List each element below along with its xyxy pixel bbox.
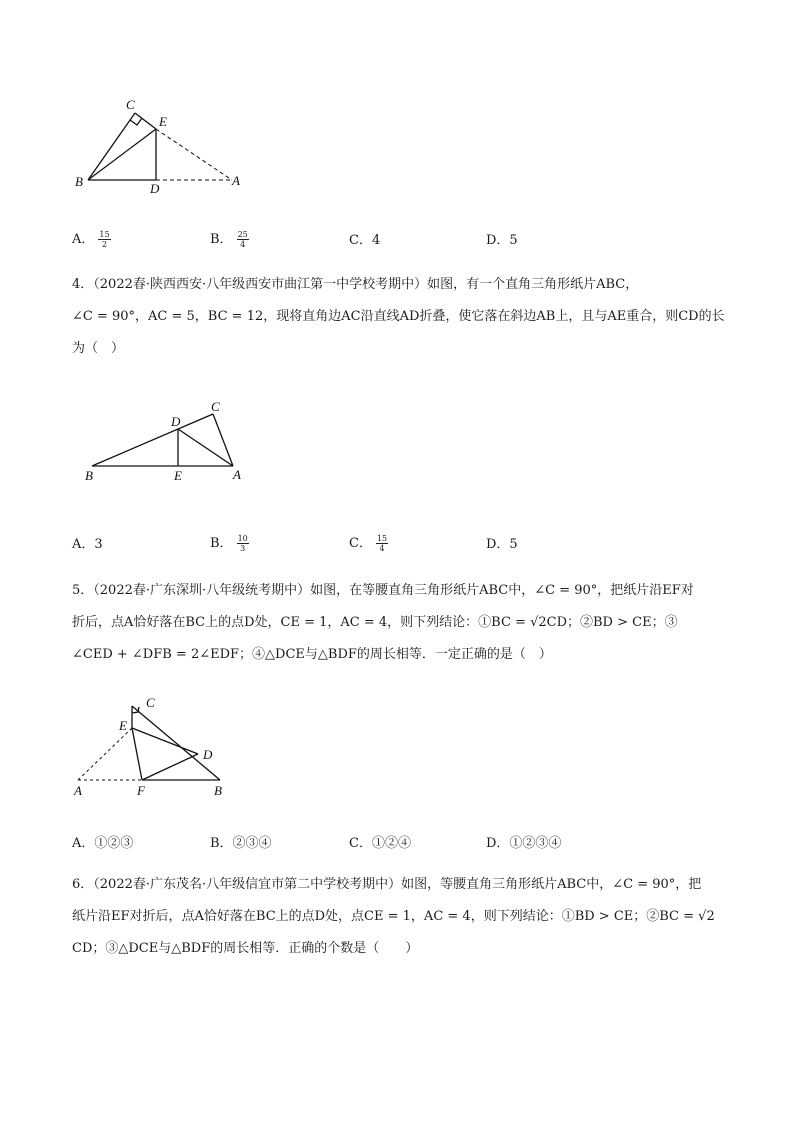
question-5 (72, 575, 722, 671)
segment-be (88, 129, 156, 180)
question-6-line-1: 6．（2022春·广东茂名·八年级信宜市第二中学校考期中）如图，等腰直角三角形纸片ABC中，∠C = 90°，把 (72, 877, 702, 892)
fraction: $\frac{10}{3}$ (237, 534, 248, 553)
label-d: D (171, 414, 181, 429)
question-4-line-1: 4．（2022春·陕西西安·八年级西安市曲江第一中学校考期中）如图，有一个直角三角形纸片ABC， (72, 277, 639, 292)
choice-q4-c[interactable]: C． $\frac{15}{4}$ (349, 534, 388, 553)
label-d: D (150, 181, 160, 196)
segment-ca (213, 414, 233, 466)
choice-q3-b[interactable]: B． $\frac{25}{4}$ (210, 230, 248, 249)
choice-q4-a[interactable]: A．3 (72, 537, 103, 552)
label-b: B (75, 174, 83, 189)
choice-q5-d[interactable]: D．①②③④ (486, 836, 562, 851)
segment-ed (132, 728, 198, 754)
question-5-line-2: 折后，点A恰好落在BC上的点D处，CE = 1，AC = 4，则下列结论：①BC = √2CD；②BD > CE；③ (72, 615, 678, 630)
label-c: C (211, 399, 220, 414)
choice-q5-b[interactable]: B．②③④ (210, 836, 272, 851)
choices-q3 (72, 228, 722, 248)
label-d: D (203, 747, 213, 762)
fraction: $\frac{25}{4}$ (237, 230, 248, 249)
choices-q4 (72, 532, 722, 552)
figure-q3 (70, 95, 260, 200)
label-c: C (126, 97, 135, 112)
choice-q3-a[interactable]: A． $\frac{15}{2}$ (72, 230, 110, 249)
segment-cb (132, 706, 220, 780)
choice-q5-a[interactable]: A．①②③ (72, 836, 134, 851)
figure-q4 (80, 398, 260, 488)
segment-ce (135, 113, 156, 129)
label-e: E (119, 718, 127, 733)
question-6 (72, 869, 722, 965)
choice-q3-d[interactable]: D．5 (486, 233, 518, 248)
choice-q4-b[interactable]: B． $\frac{10}{3}$ (210, 534, 248, 553)
segment-fd (142, 754, 198, 780)
question-6-line-2: 纸片沿EF对折后，点A恰好落在BC上的点D处，点CE = 1，AC = 4，则下列结论：①BD > CE；②BC = √2 (72, 909, 715, 924)
choice-q5-c[interactable]: C．①②④ (349, 836, 411, 851)
question-4-line-2: ∠C = 90°，AC = 5，BC = 12，现将直角边AC沿直线AD折叠，使它落在斜边AB上，且与AE重合，则CD的长 (72, 309, 725, 324)
choice-q4-d[interactable]: D．5 (486, 537, 518, 552)
segment-bc (88, 113, 135, 180)
label-e: E (159, 114, 167, 129)
question-4 (72, 269, 725, 365)
fraction: $\frac{15}{4}$ (376, 534, 388, 553)
segment-da (178, 429, 233, 466)
fraction: $\frac{15}{2}$ (99, 230, 110, 249)
label-a: A (232, 173, 240, 188)
dashed-ea (156, 129, 232, 180)
choices-q5 (72, 832, 722, 852)
label-b: B (85, 468, 93, 483)
dashed-ea (78, 728, 132, 780)
question-5-line-1: 5．（2022春·广东深圳·八年级统考期中）如图，在等腰直角三角形纸片ABC中，∠C = 90°，把纸片沿EF对 (72, 583, 694, 598)
segment-ef (132, 728, 142, 780)
label-e: E (174, 468, 182, 483)
right-angle-mark (132, 707, 139, 713)
label-b: B (214, 783, 222, 798)
question-5-line-3: ∠CED + ∠DFB = 2∠EDF；④△DCE与△BDF的周长相等．一定正确的是（ ） (72, 647, 552, 662)
question-4-line-3: 为（ ） (72, 341, 125, 356)
question-6-line-3: CD；③△DCE与△BDF的周长相等．正确的个数是（ ） (72, 941, 419, 956)
choice-q3-c[interactable]: C．4 (349, 233, 381, 248)
right-angle-mark (130, 118, 142, 125)
label-c: C (146, 695, 155, 710)
figure-q5 (70, 693, 240, 803)
label-a: A (74, 783, 82, 798)
label-f: F (137, 783, 145, 798)
label-a: A (233, 467, 241, 482)
